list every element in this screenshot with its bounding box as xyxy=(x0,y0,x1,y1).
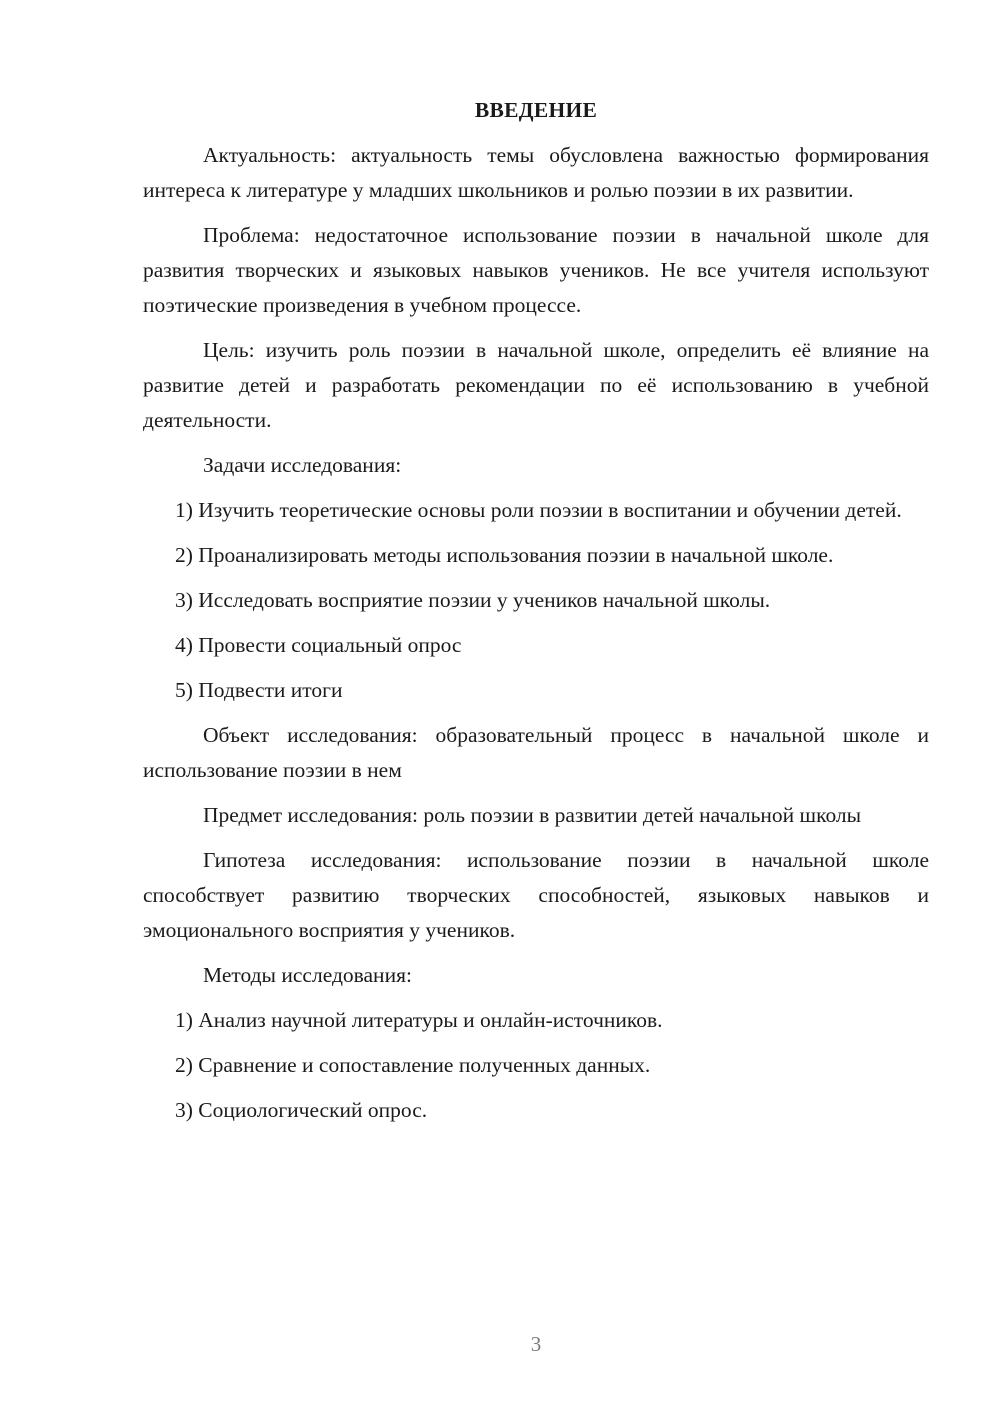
task-item: 1) Изучить теоретические основы роли поэзии в воспитании и обучении детей. xyxy=(175,498,902,522)
methods-list xyxy=(143,1003,929,1128)
tasks-list xyxy=(143,493,929,708)
document-page xyxy=(143,93,929,1128)
methods-heading: Методы исследования: xyxy=(203,963,412,987)
goal-paragraph: Цель: изучить роль поэзии в начальной школе, определить её влияние на развитие детей и разработать рекомендации по её использованию в учебной деятельности. xyxy=(143,338,929,432)
hypothesis-paragraph: Гипотеза исследования: использование поэзии в начальной школе способствует развитию творческих способностей, языковых навыков и эмоционального восприятия у учеников. xyxy=(143,848,929,942)
task-item: 3) Исследовать восприятие поэзии у учеников начальной школы. xyxy=(175,588,771,612)
task-item: 2) Проанализировать методы использования поэзии в начальной школе. xyxy=(175,543,834,567)
section-title: ВВЕДЕНИЕ xyxy=(474,98,598,122)
subject-paragraph: Предмет исследования: роль поэзии в развитии детей начальной школы xyxy=(203,803,862,827)
method-item: 1) Анализ научной литературы и онлайн-источников. xyxy=(175,1008,663,1032)
object-paragraph: Объект исследования: образовательный процесс в начальной школе и использование поэзии в нем xyxy=(143,723,929,782)
page-number: 3 xyxy=(530,1332,542,1356)
tasks-heading: Задачи исследования: xyxy=(203,453,402,477)
task-item: 4) Провести социальный опрос xyxy=(175,633,462,657)
task-item: 5) Подвести итоги xyxy=(175,678,343,702)
problem-paragraph: Проблема: недостаточное использование поэзии в начальной школе для развития творческих и языковых навыков учеников. Не все учителя используют поэтические произведения в учебном процессе. xyxy=(143,223,929,317)
method-item: 3) Социологический опрос. xyxy=(175,1098,428,1122)
method-item: 2) Сравнение и сопоставление полученных данных. xyxy=(175,1053,651,1077)
actuality-paragraph: Актуальность: актуальность темы обусловлена важностью формирования интереса к литературе у младших школьников и ролью поэзии в их развитии. xyxy=(143,143,929,202)
